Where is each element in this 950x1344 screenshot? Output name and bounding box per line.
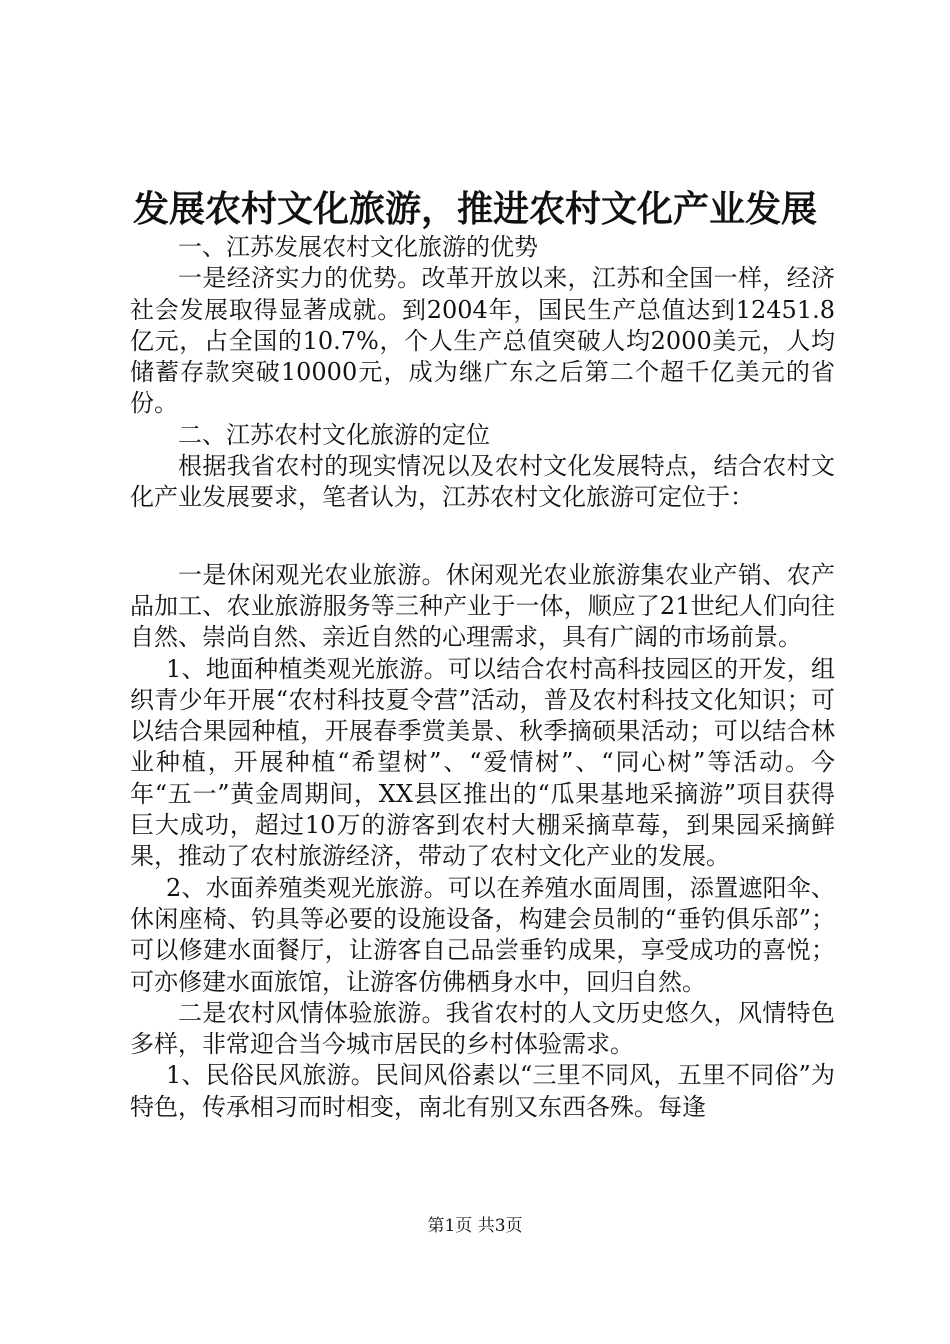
page-footer: 第1页 共3页 [427, 1216, 523, 1236]
document-body [130, 232, 835, 1123]
paragraph-folk-tourism: 1、民俗民风旅游。民间风俗素以“三里不同风，五里不同俗”为特色，传承相习而时相变，南北有别又东西各殊。每逢 [130, 1061, 835, 1121]
document-title: 发展农村文化旅游，推进农村文化产业发展 [132, 188, 817, 230]
paragraph-land-planting: 1、地面种植类观光旅游。可以结合农村高科技园区的开发，组织青少年开展“农村科技夏令营”活动，普及农村科技文化知识；可以结合果园种植，开展春季赏美景、秋季摘硕果活动；可以结合林业种植，开展种植“希望树”、“爱情树”、“同心树”等活动。今年“五一”黄金周期间，XX县区推出的“瓜果基地采摘游”项目获得巨大成功，超过10万的游客到农村大棚采摘草莓，到果园采摘鲜果，推动了农村旅游经济，带动了农村文化产业的发展。 [130, 654, 835, 871]
paragraph-economic-strength: 一是经济实力的优势。改革开放以来，江苏和全国一样，经济社会发展取得显著成就。到2004年，国民生产总值达到12451.8亿元，占全国的10.7%，个人生产总值突破人均2000美元，人均储蓄存款突破10000元，成为继广东之后第二个超千亿美元的省份。 [130, 264, 835, 418]
paragraph-water-breeding: 2、水面养殖类观光旅游。可以在养殖水面周围，添置遮阳伞、休闲座椅、钓具等必要的设施设备，构建会员制的“垂钓俱乐部”；可以修建水面餐厅，让游客自己品尝垂钓成果，享受成功的喜悦；可亦修建水面旅馆，让游客仿佛栖身水中，回归自然。 [130, 873, 835, 996]
paragraph-spacer [130, 514, 835, 560]
paragraph-leisure-agriculture: 一是休闲观光农业旅游。休闲观光农业旅游集农业产销、农产品加工、农业旅游服务等三种产业于一体，顺应了21世纪人们向往自然、崇尚自然、亲近自然的心理需求，具有广阔的市场前景。 [130, 560, 835, 652]
section-heading-advantages: 一、江苏发展农村文化旅游的优势 [178, 233, 538, 261]
paragraph-positioning-intro: 根据我省农村的现实情况以及农村文化发展特点，结合农村文化产业发展要求，笔者认为，江苏农村文化旅游可定位于： [130, 452, 835, 512]
section-heading-positioning: 二、江苏农村文化旅游的定位 [178, 420, 490, 449]
paragraph-rural-customs: 二是农村风情体验旅游。我省农村的人文历史悠久，风情特色多样，非常迎合当今城市居民的乡村体验需求。 [130, 998, 835, 1059]
